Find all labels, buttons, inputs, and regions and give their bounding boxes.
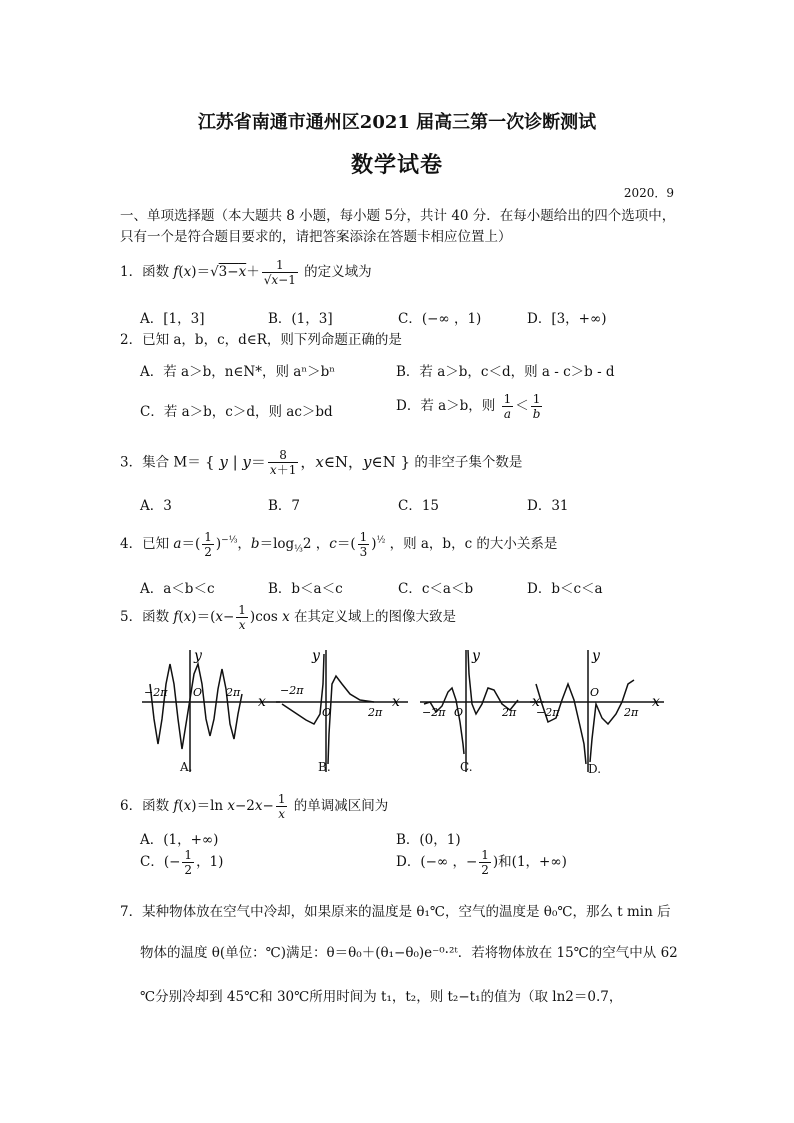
- q3-option-c: C．15: [398, 498, 440, 514]
- q1-suffix: 的定义域为: [304, 264, 372, 280]
- svg-text:y: y: [592, 648, 600, 664]
- q1-formula: f(x)＝√3−x＋ $\frac{1}{√x-1}$: [173, 258, 296, 287]
- svg-text:O: O: [590, 686, 600, 699]
- q6-option-c-row: C．(− $\frac{1}{2}$ ，1): [140, 848, 224, 877]
- question-4-stem: [120, 530, 557, 559]
- q4-option-b: B．b＜a＜c: [268, 581, 343, 597]
- svg-text:O: O: [193, 686, 203, 699]
- q1-prefix: 1．函数: [120, 264, 170, 280]
- q3-option-a: A．3: [140, 498, 172, 514]
- q3-prefix: 3．集合 M＝: [120, 454, 201, 471]
- q2-d-frac1: $\frac{1}{a}$: [503, 392, 512, 421]
- svg-text:−2π: −2π: [536, 706, 560, 719]
- q2-option-a: A．若 a＞b，n∈N*，则 aⁿ＞bⁿ: [140, 364, 336, 380]
- q3-option-b: B．7: [268, 498, 301, 514]
- svg-text:x: x: [392, 694, 400, 710]
- q2-option-c: C．若 a＞b，c＞d，则 ac＞bd: [140, 404, 333, 420]
- svg-text:O: O: [454, 706, 464, 719]
- q5-formula: f(x)＝(x− $\frac{1}{x}$ )cos x: [173, 603, 290, 632]
- q6-option-c: C．(−: [140, 854, 181, 870]
- q6-suffix: 的单调减区间为: [293, 798, 389, 814]
- svg-text:x: x: [652, 694, 660, 710]
- svg-text:2π: 2π: [502, 706, 517, 719]
- question-7-line2: 物体的温度 θ(单位：℃)满足：θ＝θ₀＋(θ₁−θ₀)e⁻⁰·²ᵗ．若将物体放在 15℃的空气中从 62: [140, 945, 678, 961]
- svg-text:−2π: −2π: [422, 706, 446, 719]
- graph-d: [528, 644, 674, 780]
- q3-formula: { y | y＝ $\frac{8}{x+1}$ ，x∈N，y∈N }: [205, 448, 411, 477]
- svg-text:y: y: [194, 648, 202, 664]
- question-3-stem: [120, 448, 522, 477]
- q1-option-a: A．[1，3]: [140, 311, 205, 327]
- svg-text:−2π: −2π: [280, 684, 304, 697]
- question-5-stem: [120, 603, 456, 632]
- q5-prefix: 5．函数: [120, 609, 170, 625]
- question-2-stem: 2．已知 a，b，c，d∈R，则下列命题正确的是: [120, 332, 402, 348]
- svg-text:−2π: −2π: [144, 686, 168, 699]
- q2-option-d: D．若 a＞b，则: [396, 398, 496, 414]
- graph-c-label: C.: [460, 760, 473, 774]
- graph-a: [140, 644, 286, 780]
- graph-d-label: D.: [588, 762, 602, 776]
- q2-option-b: B．若 a＞b，c＜d，则 a - c＞b - d: [396, 364, 615, 380]
- q2-d-frac2: $\frac{1}{b}$: [532, 392, 541, 421]
- section-heading-line2: 只有一个是符合题目要求的，请把答案添涂在答题卡相应位置上）: [120, 229, 512, 245]
- section-heading-line1: 一、单项选择题（本大题共 8 小题，每小题 5分，共计 40 分．在每小题给出的四个选项中，: [120, 208, 676, 224]
- q6-option-d-row: D．(−∞ ，− $\frac{1}{2}$ )和(1，+∞): [396, 848, 567, 877]
- svg-text:y: y: [472, 648, 480, 664]
- q6-formula: f(x)＝ln x−2x− $\frac{1}{x}$: [173, 792, 286, 821]
- q1-option-b: B．(1，3]: [268, 311, 333, 327]
- question-6-stem: [120, 792, 388, 821]
- svg-text:2π: 2π: [226, 686, 241, 699]
- exam-subtitle: 数学试卷: [350, 152, 443, 178]
- q3-option-d: D．31: [527, 498, 569, 514]
- q6-prefix: 6．函数: [120, 798, 170, 814]
- q2-option-d-row: D．若 a＞b，则 $\frac{1}{a}$ ＜ $\frac{1}{b}$: [396, 392, 541, 421]
- q1-option-d: D．[3，+∞): [527, 311, 607, 327]
- q6-option-d: D．(−∞ ，−: [396, 854, 478, 870]
- svg-text:2π: 2π: [368, 706, 383, 719]
- q4-option-a: A．a＜b＜c: [140, 581, 215, 597]
- q4-formula: a＝( $\frac{1}{2}$ )$^{-\frac{1}{3}}$，$b=\log_{\frac{1}{3}}2$ ，c＝( $\frac{1}{3}$ )$^{\frac{1}{2}}$: [173, 530, 386, 559]
- q5-suffix: 在其定义域上的图像大致是: [294, 609, 457, 625]
- q4-option-c: C．c＜a＜b: [398, 581, 474, 597]
- svg-text:x: x: [258, 694, 266, 710]
- exam-date: 2020．9: [623, 186, 674, 200]
- question-7-line3: ℃分别冷却到 45℃和 30℃所用时间为 t₁，t₂，则 t₂−t₁的值为（取 ln2＝0.7，: [140, 989, 623, 1005]
- q1-option-c: C．(−∞ ，1): [398, 311, 482, 327]
- q3-suffix: 的非空子集个数是: [414, 454, 523, 471]
- q4-prefix: 4．已知: [120, 536, 170, 552]
- question-1-stem: [120, 258, 372, 287]
- svg-text:x: x: [532, 694, 540, 710]
- graph-b-label: B.: [318, 760, 331, 774]
- svg-text:2π: 2π: [624, 706, 639, 719]
- q4-option-d: D．b＜c＜a: [527, 581, 603, 597]
- exam-title: 江苏省南通市通州区2021 届高三第一次诊断测试: [197, 112, 597, 133]
- graph-a-label: A.: [180, 760, 193, 774]
- q6-option-b: B．(0，1): [396, 832, 461, 848]
- q4-suffix: ，则 a，b，c 的大小关系是: [389, 536, 558, 552]
- svg-text:y: y: [312, 648, 320, 664]
- svg-text:O: O: [322, 706, 332, 719]
- graph-b: [274, 644, 420, 780]
- q6-option-a: A．(1，+∞): [140, 832, 219, 848]
- question-7-line1: 7．某种物体放在空气中冷却，如果原来的温度是 θ₁℃，空气的温度是 θ₀℃，那么 t min 后: [120, 904, 671, 920]
